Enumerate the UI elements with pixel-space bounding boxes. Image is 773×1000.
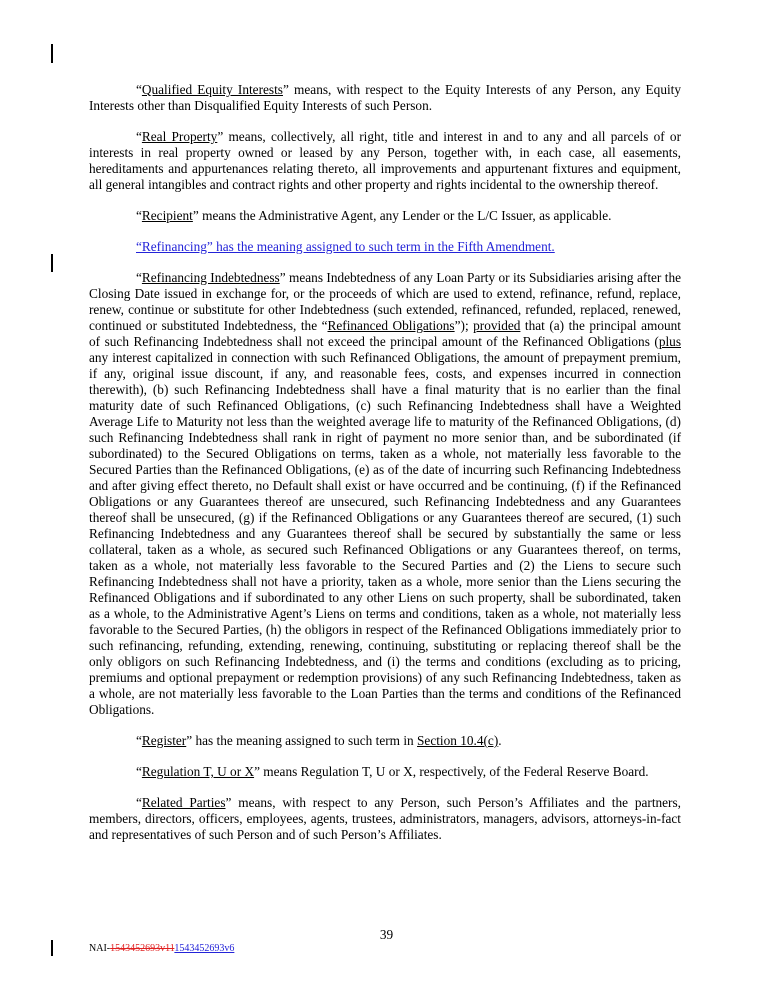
term: Regulation T, U or X	[141, 764, 255, 779]
change-bar	[51, 44, 53, 63]
term: Real Property	[141, 129, 218, 144]
change-bar	[51, 254, 53, 272]
inserted-text: 1543452693v6	[174, 943, 235, 954]
definition-refinancing	[89, 239, 681, 255]
term: Refinancing Indebtedness	[141, 270, 280, 285]
body-text	[89, 82, 681, 843]
inserted-text: “Refinancing” has the meaning assigned to such term in the Fifth Amendment.	[136, 239, 555, 254]
page-number: 39	[379, 927, 394, 942]
term: Register	[141, 733, 187, 748]
definition-register: “Register” has the meaning assigned to such term in Section 10.4(c).	[136, 733, 502, 748]
definition-recipient: “Recipient” means the Administrative Agent, any Lender or the L/C Issuer, as applicable.	[136, 208, 612, 223]
term: Qualified Equity Interests	[141, 82, 283, 97]
definition-related-parties: “Related Parties” means, with respect to any Person, such Person’s Affiliates and the partners, members, directors, officers, employees, agents, trustees, administrators, managers, advisors, attorneys-in-fact and representatives of such Person and of such Person’s Affiliates.	[89, 795, 681, 842]
document-id-footer: NAI-1543452693v111543452693v6	[89, 943, 235, 954]
deleted-text: 1543452693v11	[110, 943, 175, 954]
definition-refinancing-indebtedness: “Refinancing Indebtedness” means Indebtedness of any Loan Party or its Subsidiaries arising after the Closing Date issued in exchange for, or the proceeds of which are used to extend, refinance, refund, replace, renew, continue or substitute for other Indebtedness (such extended, refinanced, refunded, replaced, renewed, continued or substituted Indebtedness, the “Refinanced Obligations”); provided that (a) the principal amount of such Refinancing Indebtedness shall not exceed the principal amount of the Refinanced Obligations (plus any interest capitalized in connection with such Refinanced Obligations, the amount of prepayment premium, if any, original issue discount, if any, and reasonable fees, costs, and expenses incurred in connection therewith), (b) such Refinancing Indebtedness shall have a final maturity that is no earlier than the final maturity date of such Refinanced Obligations, (c) such Refinancing Indebtedness shall have a Weighted Average Life to Maturity not less than the weighted average life to maturity of the Refinanced Obligations, (d) such Refinancing Indebtedness shall rank in right of payment no more senior than, and be subordinated (if subordinated) to the Secured Obligations on terms, taken as a whole, not materially less favorable to the Secured Parties than the Refinanced Obligations, (e) as of the date of incurring such Refinancing Indebtedness and after giving effect thereto, no Default shall exist or have occurred and be continuing, (f) if the Refinanced Obligations or any Guarantees thereof are unsecured, such Refinancing Indebtedness and any Guarantees thereof shall be unsecured, (g) if the Refinanced Obligations or any Guarantees thereof are secured, (1) such Refinancing Indebtedness and any Guarantees thereof shall be secured by substantially the same or less collateral, taken as a whole, as secured such Refinanced Obligations or any Guarantees thereof, on terms, taken as a whole, not materially less favorable to the Secured Parties and (2) the Liens to secure such Refinancing Indebtedness shall not have a priority, taken as a whole, more senior than the Liens securing the Refinanced Obligations and if subordinated to any other Liens on such property, shall be subordinated, taken as a whole, to the Administrative Agent’s Liens on terms and conditions, taken as a whole, not materially less favorable to the Secured Parties, (h) the obligors in respect of the Refinanced Obligations immediately prior to such refinancing, refunding, extending, renewing, continuing, substituting or replacing thereof shall be the only obligors on such Refinancing Indebtedness, and (i) the terms and conditions (excluding as to pricing, premiums and optional prepayment or redemption provisions) of any such Refinancing Indebtedness, taken as a whole, are not materially less favorable to the Loan Parties than the terms and conditions of the Refinanced Obligations.	[89, 270, 682, 717]
definition-regulation: “Regulation T, U or X” means Regulation T, U or X, respectively, of the Federal Reserve Board.	[136, 764, 649, 779]
section-reference: Section 10.4(c)	[417, 733, 499, 748]
term: Refinanced Obligations	[327, 318, 455, 333]
definition-real-property: “Real Property” means, collectively, all right, title and interest in and to any and all parcels of or interests in real property owned or leased by any Person, together with, in each case, all easements, hereditaments and appurtenances relating thereto, all improvements and appurtenant fixtures and equipment, all general intangibles and contract rights and other property and rights incidental to the ownership thereof.	[89, 129, 681, 192]
term: Related Parties	[141, 795, 226, 810]
term: Recipient	[141, 208, 193, 223]
definition-qualified-equity-interests: “Qualified Equity Interests” means, with respect to the Equity Interests of any Person, any Equity Interests other than Disqualified Equity Interests of such Person.	[89, 82, 682, 113]
